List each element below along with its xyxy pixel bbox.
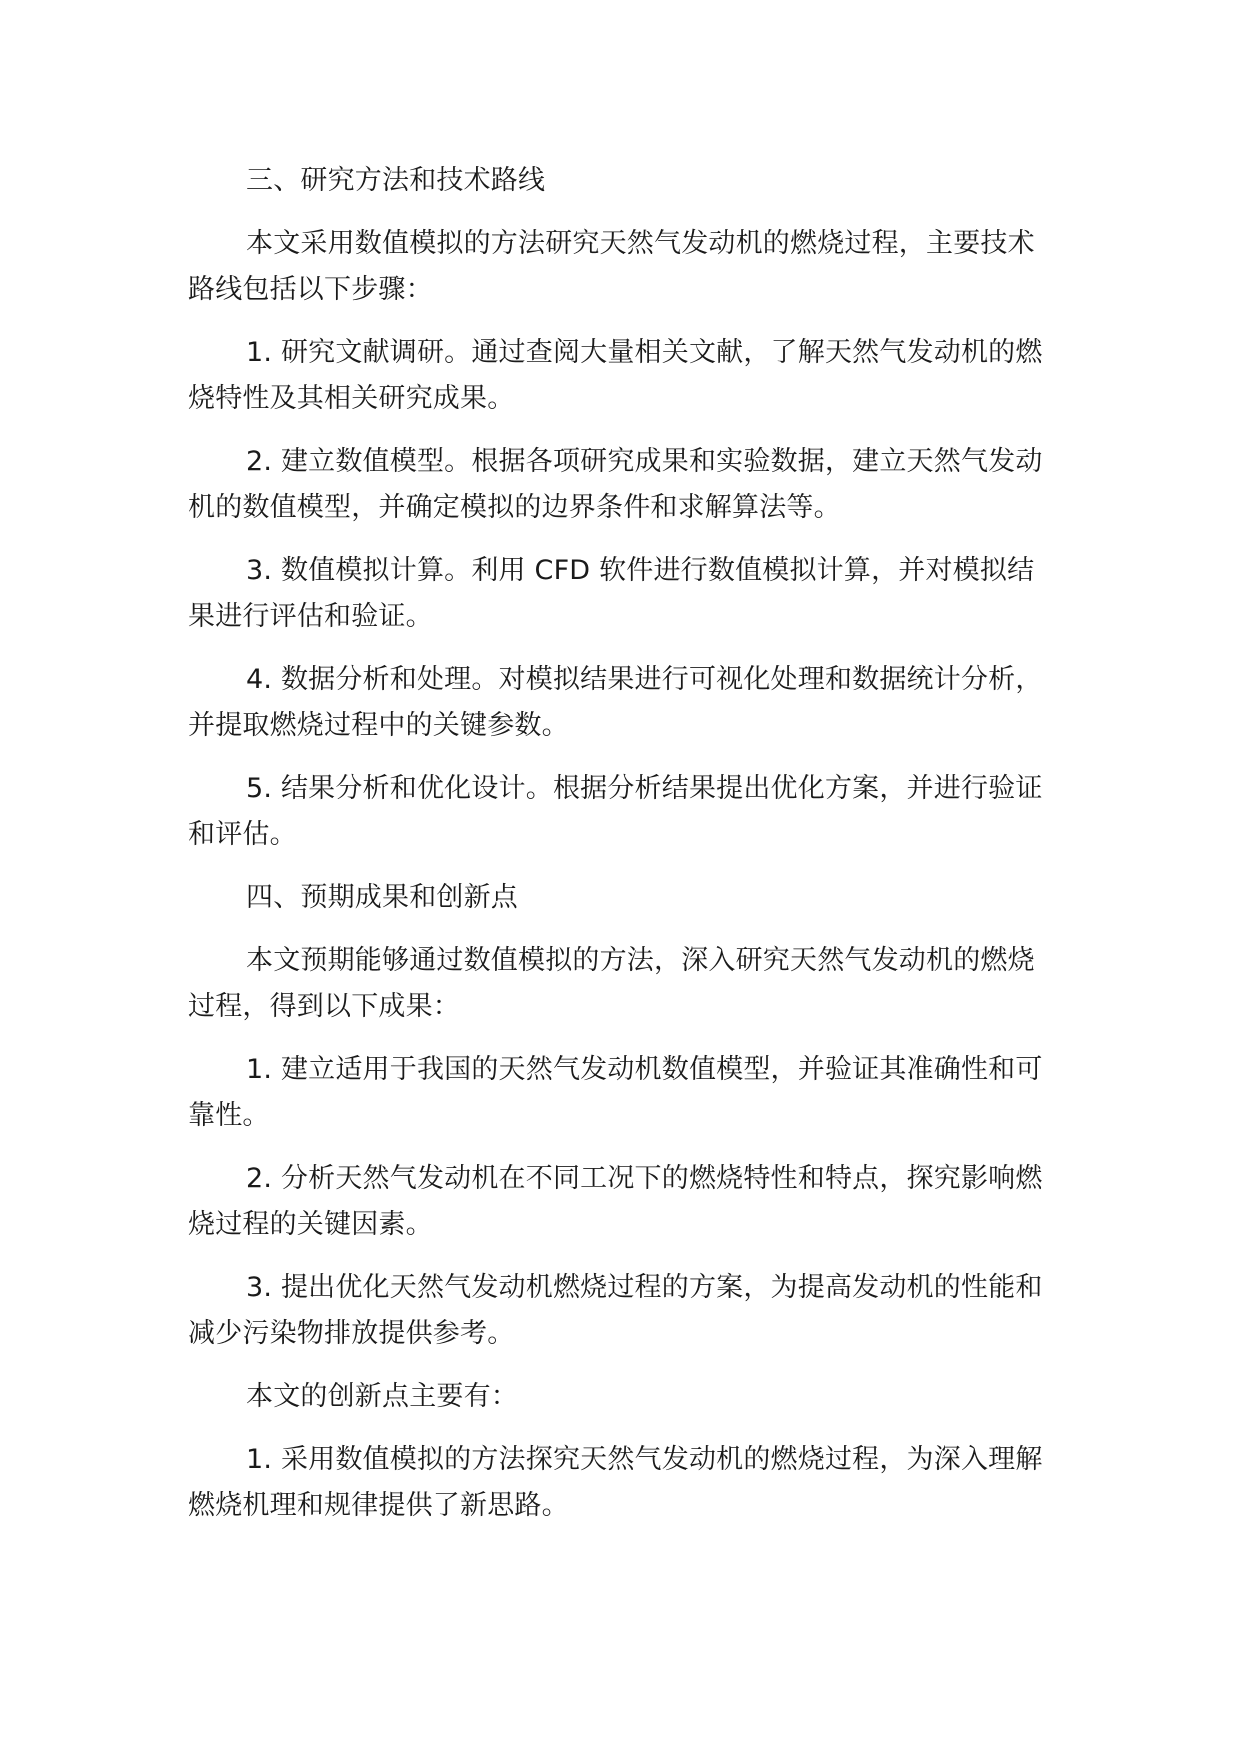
expected-result-1: 1. 建立适用于我国的天然气发动机数值模型，并验证其准确性和可靠性。 [188,1054,1043,1131]
section-4-heading: 四、预期成果和创新点 [246,882,518,913]
method-step-4: 4. 数据分析和处理。对模拟结果进行可视化处理和数据统计分析，并提取燃烧过程中的关键参数。 [188,664,1043,741]
document-page [188,158,1044,1546]
innovation-point-1: 1. 采用数值模拟的方法探究天然气发动机的燃烧过程，为深入理解燃烧机理和规律提供了新思路。 [188,1444,1043,1521]
innovation-intro: 本文的创新点主要有： [246,1381,518,1412]
section-3-heading: 三、研究方法和技术路线 [246,165,546,196]
method-step-3: 3. 数值模拟计算。利用 CFD 软件进行数值模拟计算，并对模拟结果进行评估和验证。 [188,555,1035,632]
method-step-2: 2. 建立数值模型。根据各项研究成果和实验数据，建立天然气发动机的数值模型，并确定模拟的边界条件和求解算法等。 [188,446,1043,523]
section-4-intro: 本文预期能够通过数值模拟的方法，深入研究天然气发动机的燃烧过程，得到以下成果： [188,945,1035,1022]
method-step-1: 1. 研究文献调研。通过查阅大量相关文献，了解天然气发动机的燃烧特性及其相关研究成果。 [188,337,1043,414]
expected-result-3: 3. 提出优化天然气发动机燃烧过程的方案，为提高发动机的性能和减少污染物排放提供参考。 [188,1272,1043,1349]
method-step-5: 5. 结果分析和优化设计。根据分析结果提出优化方案，并进行验证和评估。 [188,773,1043,850]
section-3-intro: 本文采用数值模拟的方法研究天然气发动机的燃烧过程，主要技术路线包括以下步骤： [188,228,1035,305]
expected-result-2: 2. 分析天然气发动机在不同工况下的燃烧特性和特点，探究影响燃烧过程的关键因素。 [188,1163,1043,1240]
